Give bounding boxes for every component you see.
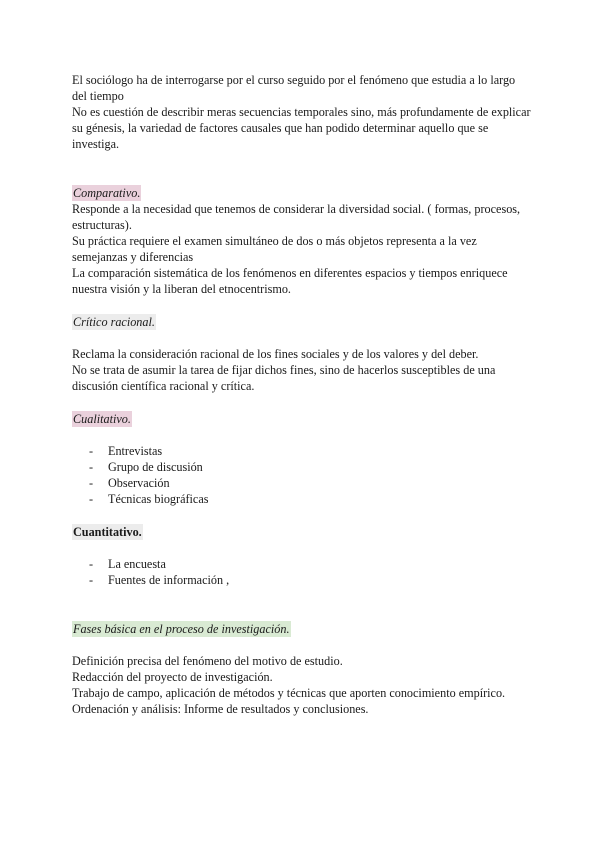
dash-marker: - bbox=[89, 460, 94, 474]
list-item: - Técnicas biográficas bbox=[89, 492, 209, 506]
heading-fases: Fases básica en el proceso de investigación. bbox=[73, 622, 290, 636]
heading-comparativo: Comparativo. bbox=[73, 186, 141, 200]
list-item: - Grupo de discusión bbox=[89, 460, 203, 474]
cualitativo-list bbox=[72, 443, 532, 507]
dash-marker: - bbox=[89, 444, 94, 458]
section-critico-racional bbox=[72, 314, 532, 394]
list-item: - Entrevistas bbox=[89, 444, 163, 458]
comparativo-paragraph-1: Responde a la necesidad que tenemos de considerar la diversidad social. ( formas, procesos, estructuras). bbox=[72, 202, 521, 232]
list-item: - La encuesta bbox=[89, 557, 166, 571]
section-cuantitativo bbox=[72, 524, 532, 588]
intro-paragraph-2: No es cuestión de describir meras secuencias temporales sino, más profundamente de explicar su génesis, la variedad de factores causales que han podido determinar aquello que se investiga. bbox=[72, 105, 531, 151]
section-comparativo bbox=[72, 185, 532, 297]
cuantitativo-list bbox=[72, 556, 532, 588]
dash-marker: - bbox=[89, 573, 94, 587]
dash-marker: - bbox=[89, 557, 94, 571]
comparativo-paragraph-2: Su práctica requiere el examen simultáneo de dos o más objetos representa a la vez semejanzas y diferencias bbox=[72, 234, 477, 264]
document-page bbox=[72, 72, 532, 717]
heading-critico-racional: Crítico racional. bbox=[73, 315, 155, 329]
list-item: - Observación bbox=[89, 476, 170, 490]
heading-cuantitativo: Cuantitativo. bbox=[73, 525, 142, 539]
intro-paragraph-1: El sociólogo ha de interrogarse por el curso seguido por el fenómeno que estudia a lo largo del tiempo bbox=[72, 73, 516, 103]
fases-line-1: Definición precisa del fenómeno del motivo de estudio. bbox=[72, 654, 343, 668]
fases-line-3: Trabajo de campo, aplicación de métodos y técnicas que aporten conocimiento empírico. bbox=[72, 686, 506, 700]
section-fases bbox=[72, 621, 532, 717]
heading-cualitativo: Cualitativo. bbox=[73, 412, 131, 426]
fases-line-2: Redacción del proyecto de investigación. bbox=[72, 670, 273, 684]
list-item: - Fuentes de información , bbox=[89, 573, 230, 587]
dash-marker: - bbox=[89, 476, 94, 490]
section-cualitativo bbox=[72, 411, 532, 507]
critico-paragraph-1: Reclama la consideración racional de los fines sociales y de los valores y del deber. bbox=[72, 347, 479, 361]
critico-paragraph-2: No se trata de asumir la tarea de fijar dichos fines, sino de hacerlos susceptibles de una discusión científica racional y crítica. bbox=[72, 363, 496, 393]
fases-line-4: Ordenación y análisis: Informe de resultados y conclusiones. bbox=[72, 702, 369, 716]
dash-marker: - bbox=[89, 492, 94, 506]
comparativo-paragraph-3: La comparación sistemática de los fenómenos en diferentes espacios y tiempos enriquece nuestra visión y la liberan del etnocentrismo. bbox=[72, 266, 508, 296]
